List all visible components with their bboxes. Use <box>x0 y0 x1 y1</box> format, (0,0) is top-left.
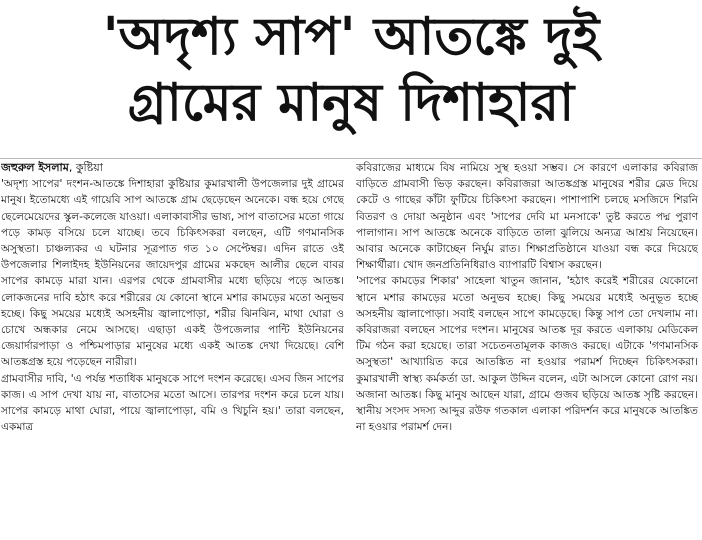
article-column-right <box>356 160 698 538</box>
headline-line-1: 'অদৃশ্য সাপ' আতঙ্কে দুই <box>102 6 600 67</box>
article-paragraph: কবিরাজের মাধ্যমে বিষ নামিয়ে সুস্থ হওয়া সম্ভব। সে কারণে এলাকার কবিরাজ বাড়িতে গ্রামবাসী ভিড় করছেন। কবিরাজরা আতঙ্কগ্রস্ত মানুষের শরীর ব্লেড দিয়ে কেটে ও গাছের কাঁটা ফুটিয়ে চিকিৎসা করছেন। পাশাপাশি চলছে মসজিদে শিরনি বিতরণ ও দোয়া অনুষ্ঠান এবং 'সাপের দেবি মা মনসাকে' তুষ্ট করতে পদ্ম পুরাণ পালাগান। সাপ আতঙ্কে অনেকে বাড়িতে তালা ঝুলিয়ে অন্যত্র আশ্রয় নিয়েছেন। আবার অনেকে কাটাচ্ছেন নির্ঘুম রাত। শিক্ষাপ্রতিষ্ঠানে যাওয়া বন্ধ করে দিয়েছে শিক্ষার্থীরা। খোদ জনপ্রতিনিধিরাও ব্যাপারটি বিশ্বাস করছেন। <box>356 162 698 272</box>
headline-divider <box>0 158 702 159</box>
byline-separator: , <box>68 161 76 174</box>
byline-location: কুষ্টিয়া <box>75 161 103 174</box>
article-paragraph: 'অদৃশ্য সাপের' দংশন-আতঙ্কে দিশাহারা কুষ্টিয়ার কুমারখালী উপজেলার দুই গ্রামের মানুষ। ইতোমধ্যে এই গায়েবি সাপ আতঙ্কে গ্রাম ছেড়েছেন অনেকে। বন্ধ হয়ে গেছে ছেলেমেয়েদের স্কুল-কলেজে যাওয়া। এলাকাবাসীর ভাষ্য, সাপ বাতাসের মতো গায়ে পড়ে কামড় বসিয়ে চলে যাচ্ছে। তবে চিকিৎসকরা বলছেন, এটি গণমানসিক অসুস্থতা। চাঞ্চল্যকর এ ঘটনার সূত্রপাত গত ১০ সেপ্টেম্বর। এদিন রাতে ওই উপজেলার শিলাইদহ ইউনিয়নের জায়েদপুর গ্রামের মকছেদ আলীর ছেলে বাবর সাপের কামড়ে মারা যান। এরপর থেকে গ্রামবাসীর মধ্যে ছড়িয়ে পড়ে আতঙ্ক। লোকজনের দাবি হঠাৎ করে শরীরের যে কোনো স্থানে মশার কামড়ের মতো অনুভব হচ্ছে। কিছু সময়ের মধ্যেই অসহনীয় জ্বালাপোড়া, শরীর ঝিনঝিন, মাথা ঘোরা ও চোখে অন্ধকার নেমে আসছে। এছাড়া একই উপজেলার পান্টি ইউনিয়নের জেয়ার্দারপাড়া ও পশ্চিমপাড়ার মানুষের মধ্যে একই আতঙ্ক দেখা দিয়েছে। বেশি আতঙ্কগ্রস্ত হয়ে পড়েছেন নারীরা। <box>1 178 344 369</box>
article-paragraph: 'সাপের কামড়ের শিকার' সাহেলা খাতুন জানান, 'হঠাৎ করেই শরীরের যেকোনো স্থানে মশার কামড়ের মতো অনুভব হচ্ছে। কিছু সময়ের মধ্যেই অনুভূত হচ্ছে অসহনীয় জ্বালাপোড়া। সবাই বলছেন সাপে কামড়েছে। কিন্তু সাপ তো দেখলাম না। কবিরাজরা বলছেন সাপের দংশন। মানুষের আতঙ্ক দূর করতে এলাকায় মেডিকেল টিম গঠন করা হয়েছে। তারা সচেতনতামূলক কাজও করছে। এটাকে 'গণমানসিক অসুস্থতা' আখ্যায়িত করে আতঙ্কিত না হওয়ার পরামর্শ দিচ্ছেন চিকিৎসকরা। কুমারখালী স্বাস্থ্য কর্মকর্তা ডা. আকুল উদ্দিন বলেন, এটা আসলে কোনো রোগ নয়। অজানা আতঙ্ক। কিছু মানুষ আছেন যারা, গ্রামে গুজব ছড়িয়ে আতঙ্ক সৃষ্টি করছেন। স্থানীয় সংসদ সদস্য আব্দুর রউফ গতকাল এলাকা পরিদর্শন করে মানুষকে আতঙ্কিত না হওয়ার পরামর্শ দেন। <box>356 275 698 434</box>
headline <box>0 4 702 136</box>
headline-line-2: গ্রামের মানুষ দিশাহারা <box>127 72 575 133</box>
byline <box>1 160 344 176</box>
article-paragraph: গ্রামবাসীর দাবি, 'এ পর্যন্ত শতাধিক মানুষকে সাপে দংশন করেছে। এসব জিন সাপের কাজ। এ সাপ দেখা যায় না, বাতাসের মতো আসে। তারপর দংশন করে চলে যায়। সাপের কামড়ে মাথা ঘোরা, পায়ে জ্বালাপোড়া, বমি ও খিচুনি হয়।' তারা বলছেন, একমাত্র <box>1 372 344 434</box>
article-column-left <box>1 160 344 538</box>
byline-author: জহুরুল ইসলাম <box>1 161 69 174</box>
